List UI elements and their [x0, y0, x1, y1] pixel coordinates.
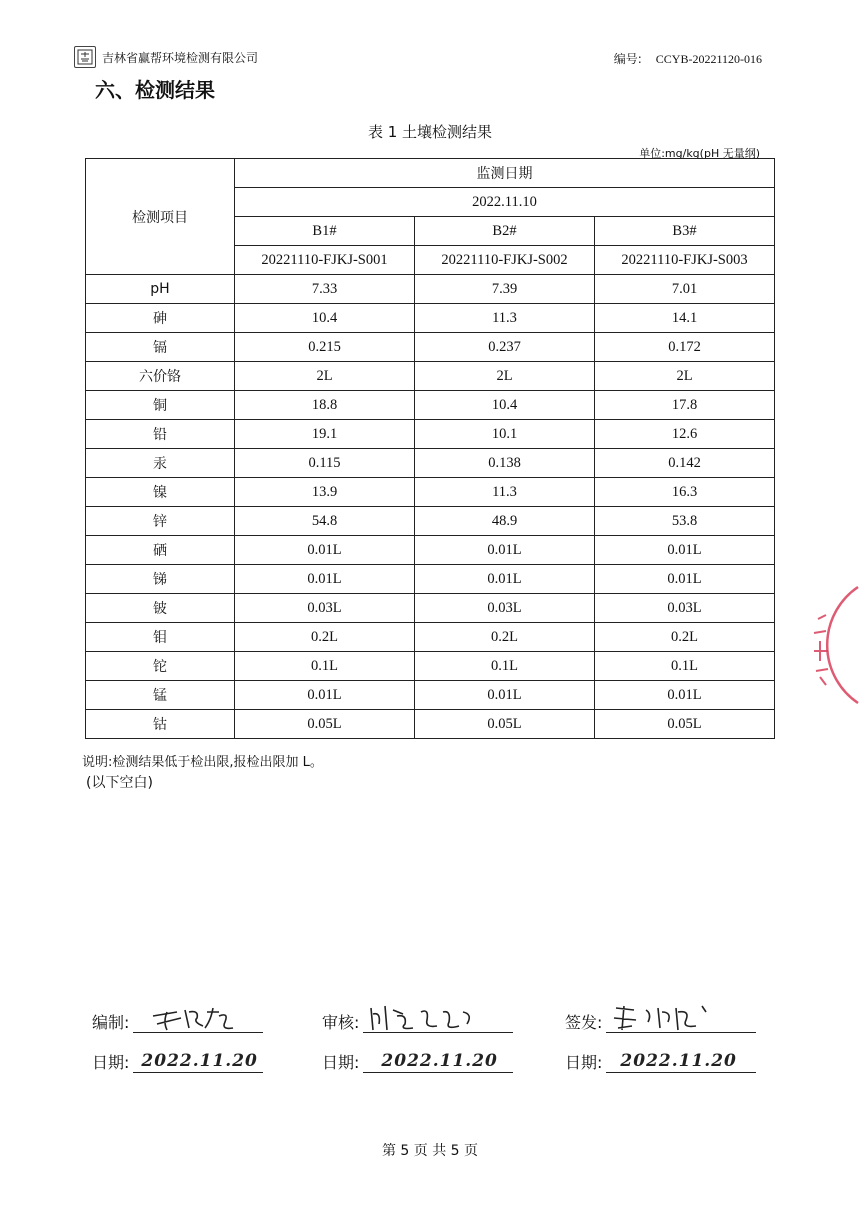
result-value: 0.138 [415, 449, 595, 478]
result-value: 54.8 [235, 507, 415, 536]
blank-below-note: (以下空白) [86, 775, 153, 791]
point-header: B2# [415, 217, 595, 246]
date-header: 监测日期 [235, 159, 775, 188]
table-row [86, 594, 775, 623]
result-value: 0.01L [595, 565, 775, 594]
item-name: 硒 [86, 536, 235, 565]
reviewer-date [322, 1042, 513, 1073]
result-value: 0.01L [595, 536, 775, 565]
issuer-date [565, 1042, 756, 1073]
result-value: 11.3 [415, 304, 595, 333]
table-row [86, 275, 775, 304]
table-row [86, 420, 775, 449]
result-value: 0.01L [235, 565, 415, 594]
table-row [86, 536, 775, 565]
item-name: 钴 [86, 710, 235, 739]
unit-note: 单位:mg/kg(pH 无量纲) [639, 147, 760, 160]
document-code-label: 编号: [613, 52, 642, 66]
result-value: 17.8 [595, 391, 775, 420]
result-value: 0.05L [235, 710, 415, 739]
result-value: 0.03L [595, 594, 775, 623]
table-row [86, 478, 775, 507]
table-row [86, 623, 775, 652]
result-value: 19.1 [235, 420, 415, 449]
result-value: 13.9 [235, 478, 415, 507]
page-number: 第 5 页 共 5 页 [381, 1143, 479, 1159]
handwritten-signature-icon [606, 1002, 756, 1032]
result-value: 2L [235, 362, 415, 391]
result-value: 0.237 [415, 333, 595, 362]
compiler-date [92, 1042, 263, 1073]
document-code-value: CCYB-20221120-016 [655, 52, 762, 66]
result-value: 0.1L [235, 652, 415, 681]
result-value: 10.4 [415, 391, 595, 420]
header-row-date-title [86, 159, 775, 188]
logo-mark-icon [77, 49, 93, 65]
item-name: 锌 [86, 507, 235, 536]
result-value: 0.01L [595, 681, 775, 710]
sample-id: 20221110-FJKJ-S001 [235, 246, 415, 275]
result-value: 0.2L [415, 623, 595, 652]
point-header: B1# [235, 217, 415, 246]
item-name: 钼 [86, 623, 235, 652]
result-value: 0.01L [235, 681, 415, 710]
reviewer-label: 审核: [322, 1013, 360, 1032]
item-name: 锰 [86, 681, 235, 710]
result-value: 10.1 [415, 420, 595, 449]
result-value: 0.03L [235, 594, 415, 623]
date-label: 日期: [92, 1053, 130, 1072]
compiler-date-line [133, 1042, 263, 1073]
issuer-date-line [606, 1042, 756, 1073]
result-value: 0.1L [595, 652, 775, 681]
compiler-signature-line [133, 1002, 263, 1033]
table-row [86, 681, 775, 710]
result-value: 0.2L [595, 623, 775, 652]
company-logo [74, 46, 96, 68]
date-label: 日期: [565, 1053, 603, 1072]
result-value: 0.2L [235, 623, 415, 652]
results-table [85, 158, 775, 739]
reviewer-signature-line [363, 1002, 513, 1033]
result-value: 2L [415, 362, 595, 391]
result-value: 7.01 [595, 275, 775, 304]
issuer-label: 签发: [565, 1013, 603, 1032]
handwritten-signature-icon [363, 1002, 513, 1032]
item-name: pH [86, 275, 235, 304]
date-label: 日期: [322, 1053, 360, 1072]
result-value: 0.01L [235, 536, 415, 565]
result-value: 0.05L [415, 710, 595, 739]
item-name: 镍 [86, 478, 235, 507]
table-row [86, 333, 775, 362]
result-value: 0.142 [595, 449, 775, 478]
reviewer-date-value: 2022.11.20 [381, 1051, 498, 1071]
result-value: 10.4 [235, 304, 415, 333]
result-value: 11.3 [415, 478, 595, 507]
result-value: 2L [595, 362, 775, 391]
result-value: 0.01L [415, 681, 595, 710]
item-name: 铜 [86, 391, 235, 420]
result-value: 7.33 [235, 275, 415, 304]
result-value: 0.115 [235, 449, 415, 478]
result-value: 53.8 [595, 507, 775, 536]
issuer-date-value: 2022.11.20 [620, 1051, 737, 1071]
item-name: 铅 [86, 420, 235, 449]
date-value: 2022.11.10 [235, 188, 775, 217]
item-name: 砷 [86, 304, 235, 333]
result-value: 0.215 [235, 333, 415, 362]
item-name: 铍 [86, 594, 235, 623]
date-row [0, 1042, 860, 1082]
section-title: 六、检测结果 [95, 78, 215, 102]
item-name: 六价铬 [86, 362, 235, 391]
result-value: 0.1L [415, 652, 595, 681]
signature-row [0, 1002, 860, 1042]
document-code [614, 50, 762, 67]
item-header: 检测项目 [86, 159, 235, 275]
table-row [86, 710, 775, 739]
sample-id: 20221110-FJKJ-S002 [415, 246, 595, 275]
table-caption: 表 1 土壤检测结果 [367, 123, 493, 141]
result-value: 7.39 [415, 275, 595, 304]
table-row [86, 391, 775, 420]
result-value: 14.1 [595, 304, 775, 333]
issuer-signature-line [606, 1002, 756, 1033]
company-name: 吉林省赢帮环境检测有限公司 [102, 50, 259, 65]
item-name: 铊 [86, 652, 235, 681]
sample-id: 20221110-FJKJ-S003 [595, 246, 775, 275]
explanation-note: 说明:检测结果低于检出限,报检出限加 L。 [82, 755, 323, 770]
reviewer-date-line [363, 1042, 513, 1073]
result-value: 0.05L [595, 710, 775, 739]
table-row [86, 565, 775, 594]
table-row [86, 304, 775, 333]
result-value: 0.01L [415, 565, 595, 594]
result-value: 18.8 [235, 391, 415, 420]
result-value: 0.01L [415, 536, 595, 565]
company-header [74, 46, 258, 68]
table-row [86, 362, 775, 391]
result-value: 16.3 [595, 478, 775, 507]
table-row [86, 652, 775, 681]
issuer-signature [565, 1002, 756, 1033]
result-value: 0.172 [595, 333, 775, 362]
result-value: 48.9 [415, 507, 595, 536]
item-name: 镉 [86, 333, 235, 362]
item-name: 锑 [86, 565, 235, 594]
seal-stamp-icon [800, 585, 860, 705]
reviewer-signature [322, 1002, 513, 1033]
compiler-signature [92, 1002, 263, 1033]
table-row [86, 507, 775, 536]
item-name: 汞 [86, 449, 235, 478]
point-header: B3# [595, 217, 775, 246]
result-value: 0.03L [415, 594, 595, 623]
compiler-date-value: 2022.11.20 [141, 1051, 258, 1071]
result-value: 12.6 [595, 420, 775, 449]
compiler-label: 编制: [92, 1013, 130, 1032]
table-row [86, 449, 775, 478]
handwritten-signature-icon [133, 1002, 263, 1032]
